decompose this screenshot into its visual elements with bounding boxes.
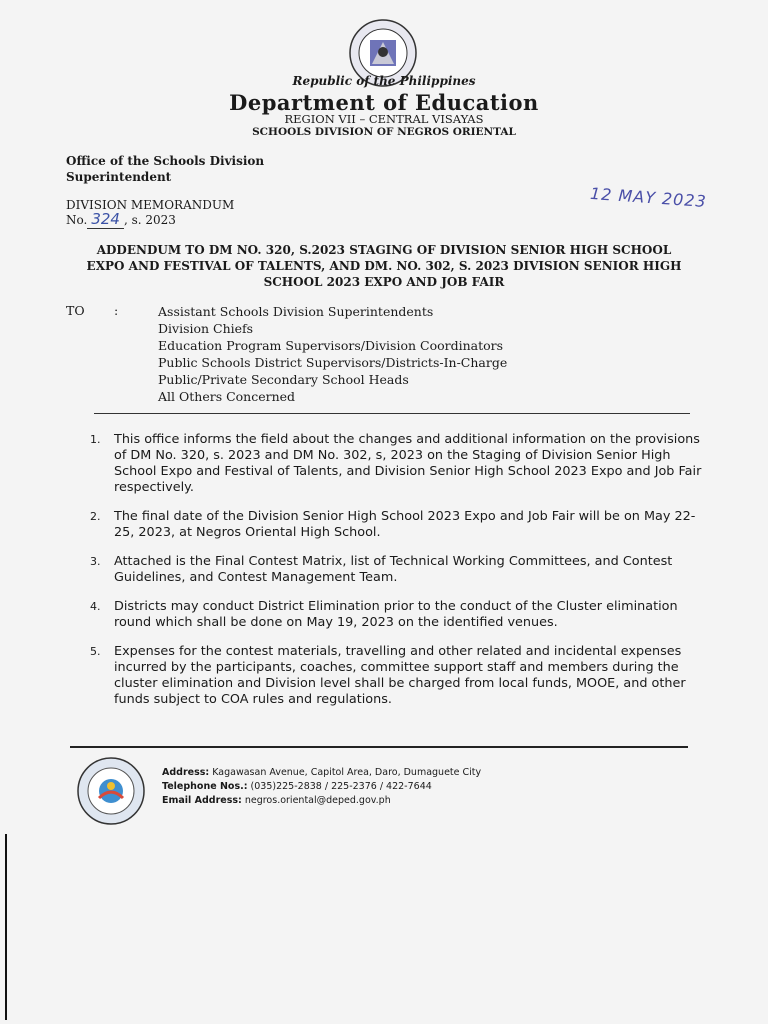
- phone-line: Telephone Nos.: (035)225-2838 / 225-2376 / 422-7644: [162, 781, 432, 792]
- memo-label: DIVISION MEMORANDUM: [66, 198, 235, 212]
- recipient: Public Schools District Supervisors/Districts-In-Charge: [158, 355, 508, 370]
- item-text: Districts may conduct District Elimination prior to the conduct of the Cluster elimination round which shall be done on May 19, 2023 on the identified venues.: [114, 599, 678, 630]
- division-logo-icon: [76, 756, 146, 826]
- item-number: 4.: [90, 600, 101, 613]
- recipient: Public/Private Secondary School Heads: [158, 372, 409, 387]
- item-number: 2.: [90, 510, 101, 523]
- republic-line: Republic of the Philippines: [292, 74, 476, 88]
- date-stamp: 12 MAY 2023: [589, 183, 708, 212]
- item-text: Attached is the Final Contest Matrix, list of Technical Working Committees, and Contest Guidelines, and Contest Management Team.: [114, 554, 673, 585]
- memo-item: [90, 509, 702, 541]
- footer-contact: [162, 766, 481, 808]
- memo-no-prefix: No.: [66, 213, 88, 227]
- office-name: Office of the Schools Division Superintendent: [66, 154, 265, 184]
- item-text: The final date of the Division Senior High School 2023 Expo and Job Fair will be on May 22-25, 2023, at Negros Oriental High School.: [114, 509, 696, 540]
- to-colon: :: [114, 303, 119, 318]
- memo-item: [90, 554, 702, 586]
- margin-mark: [5, 834, 7, 1020]
- department-name: Department of Education: [229, 90, 539, 115]
- item-number: 1.: [90, 433, 101, 446]
- item-number: 3.: [90, 555, 101, 568]
- division-line: SCHOOLS DIVISION OF NEGROS ORIENTAL: [252, 126, 516, 138]
- memo-item: [90, 644, 702, 708]
- memo-series: , s. 2023: [123, 213, 176, 227]
- recipient: All Others Concerned: [158, 389, 296, 404]
- memo-item: [90, 599, 702, 631]
- email-line: Email Address: negros.oriental@deped.gov.ph: [162, 795, 391, 806]
- recipient: Education Program Supervisors/Division Coordinators: [158, 338, 504, 353]
- address-line: Address: Kagawasan Avenue, Capitol Area, Daro, Dumaguete City: [162, 767, 482, 778]
- region-line: REGION VII – CENTRAL VISAYAS: [284, 112, 484, 126]
- memo-number: 324: [87, 210, 124, 229]
- recipients-list: [158, 303, 507, 405]
- recipient: Assistant Schools Division Superintendents: [158, 304, 434, 319]
- memo-item: [90, 432, 702, 496]
- divider: [94, 413, 690, 414]
- memo-title: ADDENDUM TO DM NO. 320, S.2023 STAGING OF DIVISION SENIOR HIGH SCHOOL EXPO AND FESTIVAL OF TALENTS, AND DM. NO. 302, S. 2023 DIVISION SENIOR HIGH SCHOOL 2023 EXPO AND JOB FAIR: [86, 243, 682, 289]
- to-label: TO: [66, 303, 85, 318]
- footer-divider: [70, 746, 688, 748]
- memo-items: [90, 432, 702, 721]
- memo-number-line: [66, 210, 176, 228]
- recipient: Division Chiefs: [158, 321, 254, 336]
- item-text: This office informs the field about the changes and additional information on the provisions of DM No. 320, s. 2023 and DM No. 302, s, 2023 on the Staging of Division Senior High School Expo and Festival of Talents, and Division Senior High School 2023 Expo and Job Fair respectively.: [114, 432, 702, 495]
- item-text: Expenses for the contest materials, travelling and other related and incidental expenses incurred by the participants, coaches, committee support staff and members during the cluster elimination and Division level shall be charged from local funds, MOOE, and other funds subject to COA rules and regulations.: [114, 644, 686, 707]
- item-number: 5.: [90, 645, 101, 658]
